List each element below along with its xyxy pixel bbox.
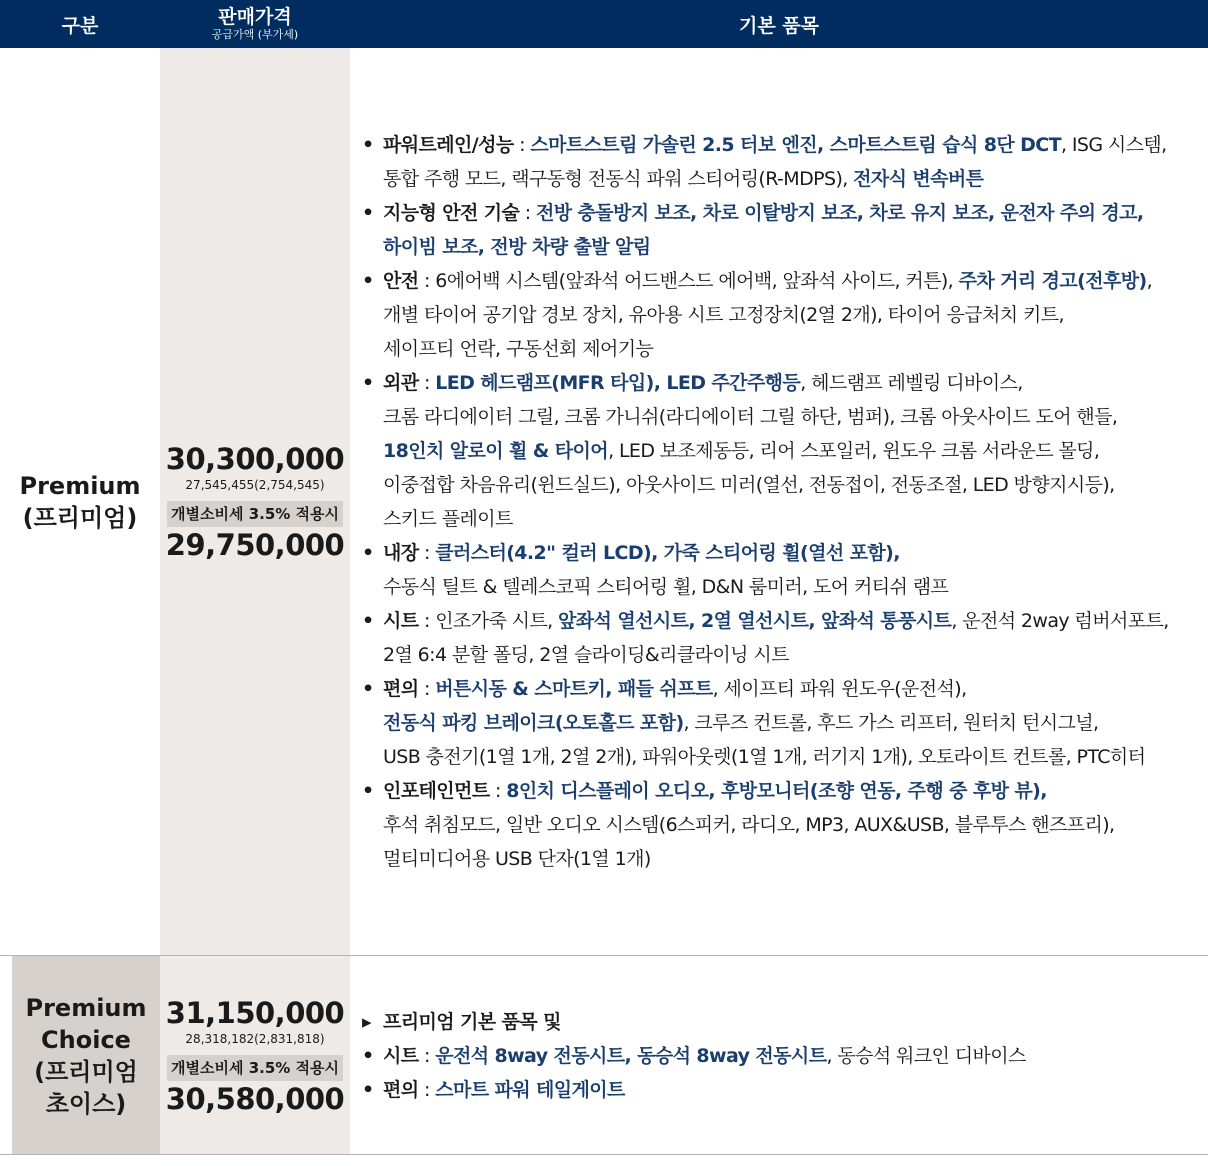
- item-line: [383, 638, 1208, 672]
- header-category: 구분: [61, 14, 99, 37]
- feature-text: 후석 취침모드, 일반 오디오 시스템(6스피커, 라디오, MP3, AUX&USB, 블루투스 핸즈프리),: [383, 813, 1115, 836]
- bullet-marker: •: [362, 201, 374, 224]
- trim-name-line: (프리미엄): [22, 503, 138, 532]
- list-item: [362, 1073, 1208, 1107]
- list-item: [362, 604, 1208, 672]
- item-separator: :: [418, 1078, 436, 1101]
- item-line: [383, 842, 1208, 876]
- list-item: [362, 1039, 1208, 1073]
- item-category: 시트: [383, 1044, 419, 1067]
- bullet-marker: •: [362, 779, 374, 802]
- tax-label: 개별소비세 3.5% 적용시: [167, 501, 343, 527]
- item-line: [383, 740, 1208, 774]
- item-separator: :: [418, 1044, 436, 1067]
- feature-text: , 헤드램프 레벨링 디바이스,: [800, 371, 1023, 394]
- item-line: [383, 604, 1208, 638]
- bullet-marker: •: [362, 1044, 374, 1067]
- highlighted-feature: 앞좌석 열선시트, 2열 열선시트, 앞좌석 통풍시트: [558, 609, 952, 632]
- highlighted-feature: 8인치 디스플레이 오디오, 후방모니터(조향 연동, 주행 중 후방 뷰),: [506, 779, 1047, 802]
- trim-name: [12, 956, 160, 1155]
- item-line: [383, 298, 1208, 332]
- header-items: 기본 품목: [738, 14, 820, 37]
- item-line: [383, 264, 1208, 298]
- item-category: 시트: [383, 609, 419, 632]
- list-item: [362, 672, 1208, 774]
- tax-price: 30,580,000: [165, 1081, 345, 1116]
- item-line: [383, 128, 1208, 162]
- feature-text: ,: [1146, 269, 1153, 292]
- items-list: [350, 48, 1208, 955]
- feature-text: 수동식 틸트 & 텔레스코픽 스티어링 휠, D&N 룸미러, 도어 커티쉬 램프: [383, 575, 949, 598]
- item-category: 인포테인먼트: [383, 779, 490, 802]
- item-separator: :: [519, 201, 536, 224]
- feature-text: 멀티미디어용 USB 단자(1열 1개): [383, 847, 651, 870]
- tax-price: 29,750,000: [165, 527, 345, 562]
- table-header: [0, 0, 1208, 48]
- highlighted-feature: 운전석 8way 전동시트, 동승석 8way 전동시트: [435, 1044, 827, 1067]
- item-line: [383, 672, 1208, 706]
- list-item: [362, 774, 1208, 876]
- item-separator: :: [418, 677, 436, 700]
- item-category: 외관: [383, 371, 419, 394]
- trim-name-line: Premium: [19, 471, 141, 500]
- list-item: [362, 128, 1208, 196]
- feature-text: , 동승석 워크인 디바이스: [826, 1044, 1026, 1067]
- item-separator: :: [418, 269, 436, 292]
- price: 30,300,000: [165, 441, 345, 476]
- table-bottom-border: [0, 1154, 1208, 1155]
- trim-name: [0, 48, 160, 955]
- item-line: [383, 332, 1208, 366]
- bullet-marker: •: [362, 269, 374, 292]
- price: 31,150,000: [165, 995, 345, 1030]
- feature-text: 이중접합 차음유리(윈드실드), 아웃사이드 미러(열선, 전동접이, 전동조절, LED 방향지시등),: [383, 473, 1115, 496]
- bullet-marker: •: [362, 371, 374, 394]
- item-line: [383, 400, 1208, 434]
- list-item: [362, 366, 1208, 536]
- highlighted-feature: 하이빔 보조, 전방 차량 출발 알림: [383, 235, 651, 258]
- item-separator: :: [489, 779, 507, 802]
- list-item: [362, 264, 1208, 366]
- feature-text: , ISG 시스템,: [1061, 133, 1167, 156]
- highlighted-feature: 클러스터(4.2" 컬러 LCD), 가죽 스티어링 휠(열선 포함),: [435, 541, 900, 564]
- item-line: [383, 774, 1208, 808]
- highlighted-feature: LED 헤드램프(MFR 타입), LED 주간주행등: [435, 371, 801, 394]
- item-category: 내장: [383, 541, 419, 564]
- highlighted-feature: 전동식 파킹 브레이크(오토홀드 포함): [383, 711, 684, 734]
- highlighted-feature: 스마트 파워 테일게이트: [435, 1078, 625, 1101]
- list-item: [362, 196, 1208, 264]
- highlighted-feature: 전자식 변속버튼: [853, 167, 984, 190]
- supply-vat: 28,318,182(2,831,818): [185, 1031, 325, 1046]
- highlighted-feature: 전방 충돌방지 보조, 차로 이탈방지 보조, 차로 유지 보조, 운전자 주의 경고,: [536, 201, 1144, 224]
- feature-text: 세이프티 언락, 구동선회 제어기능: [383, 337, 654, 360]
- header-price-title: 판매가격: [218, 6, 292, 28]
- item-line: [383, 536, 1208, 570]
- item-line: [383, 434, 1208, 468]
- trim-name-line: (프리미엄: [34, 1057, 138, 1086]
- item-line: [383, 230, 1208, 264]
- list-item: [362, 536, 1208, 604]
- item-category: 안전: [383, 269, 419, 292]
- items-list: [350, 956, 1208, 1155]
- item-line: [383, 808, 1208, 842]
- bullet-marker: ▸: [362, 1010, 371, 1033]
- price-cell: [160, 48, 350, 955]
- feature-text: 스키드 플레이트: [383, 507, 513, 530]
- item-category: 지능형 안전 기술: [383, 201, 520, 224]
- item-category: 프리미엄 기본 품목 및: [383, 1010, 561, 1033]
- item-line: [383, 196, 1208, 230]
- feature-text: , 크루즈 컨트롤, 후드 가스 리프터, 원터치 턴시그널,: [683, 711, 1099, 734]
- list-item: [362, 1005, 1208, 1039]
- item-line: [383, 1005, 1208, 1039]
- highlighted-feature: 18인치 알로이 휠 & 타이어: [383, 439, 609, 462]
- item-line: [383, 570, 1208, 604]
- supply-vat: 27,545,455(2,754,545): [185, 477, 325, 492]
- item-separator: :: [513, 133, 531, 156]
- feature-text: , 세이프티 파워 윈도우(운전석),: [712, 677, 967, 700]
- item-separator: :: [418, 371, 436, 394]
- item-line: [383, 1039, 1208, 1073]
- feature-text: USB 충전기(1열 1개, 2열 2개), 파워아웃렛(1열 1개, 러기지 1개), 오토라이트 컨트롤, PTC히터: [383, 745, 1146, 768]
- bullet-marker: •: [362, 541, 374, 564]
- bullet-marker: •: [362, 677, 374, 700]
- item-line: [383, 1073, 1208, 1107]
- item-category: 편의: [383, 1078, 419, 1101]
- item-separator: :: [418, 541, 436, 564]
- trim-name-line: Premium: [25, 993, 147, 1022]
- item-line: [383, 468, 1208, 502]
- header-price: [160, 0, 350, 48]
- trim-name-line: 초이스): [45, 1089, 127, 1118]
- table-row: [0, 955, 1208, 1155]
- feature-text: 인조가죽 시트,: [435, 609, 559, 632]
- item-category: 파워트레인/성능: [383, 133, 514, 156]
- item-line: [383, 706, 1208, 740]
- feature-text: 6에어백 시스템(앞좌석 어드밴스드 에어백, 앞좌석 사이드, 커튼),: [435, 269, 959, 292]
- table-row: [0, 48, 1208, 955]
- bullet-marker: •: [362, 609, 374, 632]
- highlighted-feature: 주차 거리 경고(전후방): [958, 269, 1147, 292]
- highlighted-feature: 스마트스트림 가솔린 2.5 터보 엔진, 스마트스트림 습식 8단 DCT: [530, 133, 1061, 156]
- item-category: 편의: [383, 677, 419, 700]
- bullet-marker: •: [362, 1078, 374, 1101]
- item-separator: :: [418, 609, 436, 632]
- feature-text: , 운전석 2way 럼버서포트,: [951, 609, 1169, 632]
- feature-text: 2열 6:4 분할 폴딩, 2열 슬라이딩&리클라이닝 시트: [383, 643, 789, 666]
- trim-name-lines: [19, 470, 140, 534]
- trim-name-line: Choice: [41, 1025, 131, 1054]
- feature-text: 통합 주행 모드, 랙구동형 전동식 파워 스티어링(R-MDPS),: [383, 167, 854, 190]
- header-price-subtitle: 공급가액 (부가세): [211, 28, 299, 41]
- item-line: [383, 162, 1208, 196]
- feature-text: 개별 타이어 공기압 경보 장치, 유아용 시트 고정장치(2열 2개), 타이어 응급처치 키트,: [383, 303, 1064, 326]
- trim-name-lines: [25, 992, 146, 1120]
- price-cell: [160, 956, 350, 1155]
- item-line: [383, 502, 1208, 536]
- feature-text: 크롬 라디에이터 그릴, 크롬 가니쉬(라디에이터 그릴 하단, 범퍼), 크롬 아웃사이드 도어 핸들,: [383, 405, 1118, 428]
- tax-label: 개별소비세 3.5% 적용시: [167, 1055, 343, 1081]
- item-line: [383, 366, 1208, 400]
- feature-text: , LED 보조제동등, 리어 스포일러, 윈도우 크롬 서라운드 몰딩,: [608, 439, 1100, 462]
- highlighted-feature: 버튼시동 & 스마트키, 패들 쉬프트: [435, 677, 713, 700]
- bullet-marker: •: [362, 133, 374, 156]
